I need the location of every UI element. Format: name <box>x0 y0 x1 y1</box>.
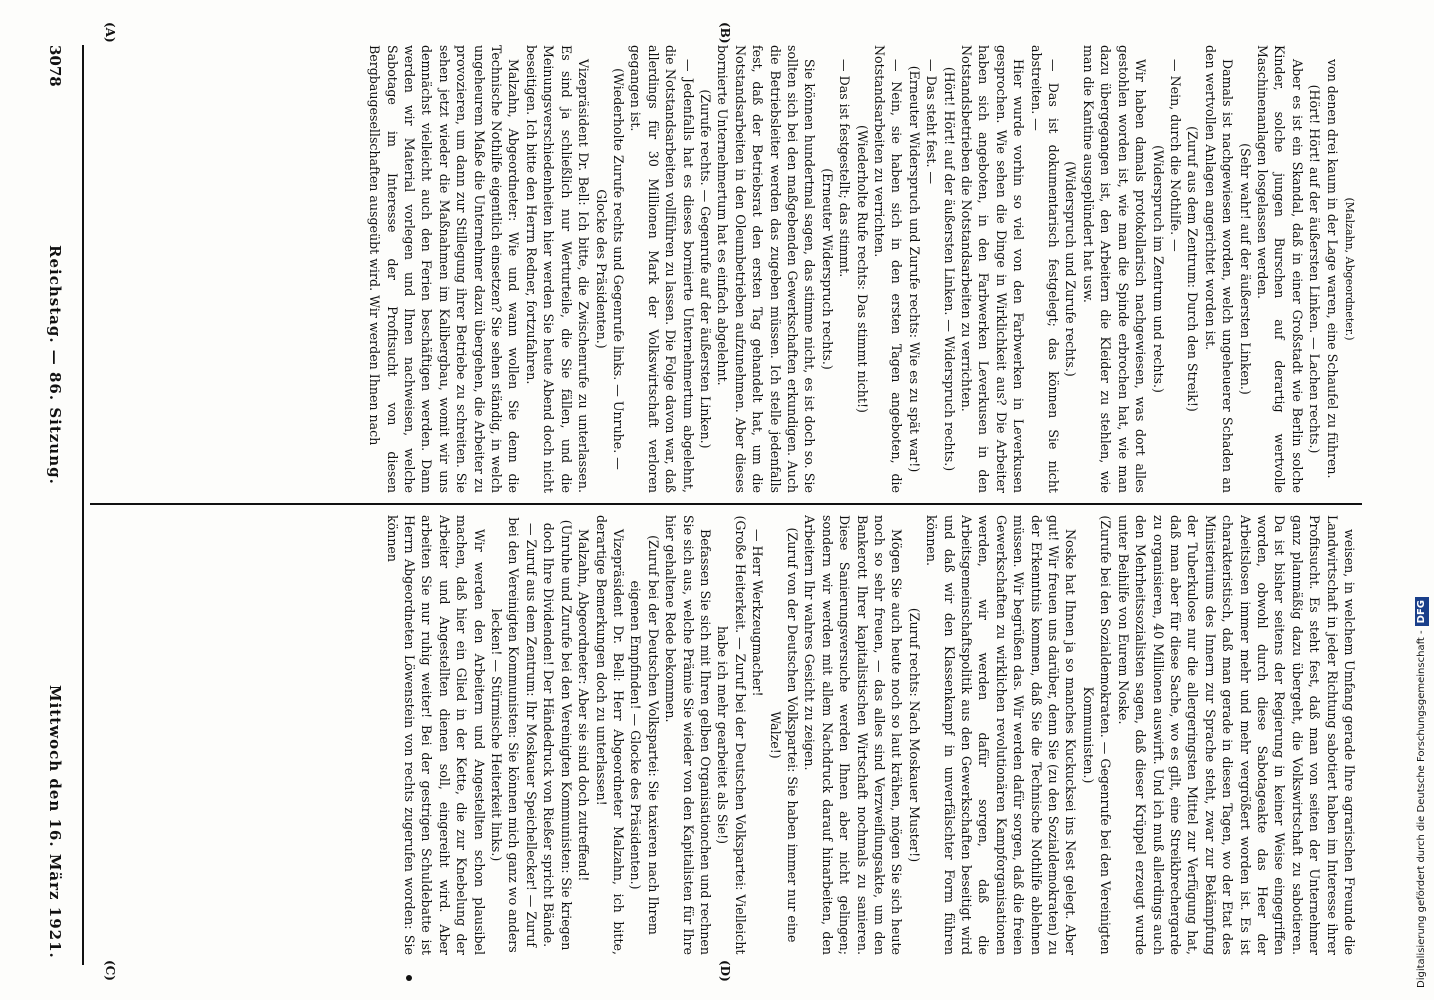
paragraph: (Sehr wahr! auf der äußersten Linken.) <box>1237 143 1253 395</box>
paragraph: Sie können hundertmal sagen, das stimme nicht, es ist doch so. Sie sollten sich bei den maßgebenden Gewerkschaften erkundigen. Auch die Betriebsleiter werden das zugeben müssen. Ich stelle jedenfalls fest, daß der Betriebsrat den ersten Tag gehandelt hat, um die Notstandsarbeiten in den Oleumbetrieben aufzunehmen. Aber dieses bornierte Unternehmertum hat es einfach abgelehnt. <box>715 45 818 493</box>
margin-mark-a: (A) <box>103 22 117 43</box>
paragraph: (Erneuter Widerspruch rechts.) <box>819 168 835 370</box>
paragraph: — Nein, durch die Nothilfe. — <box>1167 59 1183 252</box>
paragraph: Malzahn, Abgeordneter: Aber sie sind doch zutreffend! <box>576 529 592 882</box>
column-divider <box>90 503 1362 505</box>
paragraph: (Zuruf bei der Deutschen Volkspartei: Sie taxieren nach Ihrem eigenen Empfinden! — Glocke des Präsidenten.) <box>628 535 661 935</box>
paragraph: — Das ist festgestellt; das stimmt. <box>837 59 853 278</box>
credit-text: Digitalisierung gefördert durch die Deutsche Forschungsgemeinschaft - <box>1416 630 1427 988</box>
paragraph: Vizepräsident Dr. Bell: Ich bitte, die Zwischenrufe zu unterlassen. Es sind ja schließlich nur Werturteile, die Sie fällen, und die Meinungsverschiedenheiten hier werden Sie heute Abend doch nicht beseitigen. Ich bitte den Herrn Redner, fortzufahren. <box>523 45 592 493</box>
paragraph: — Herr Werkzeugmacher! <box>750 529 766 697</box>
paragraph: Vizepräsident Dr. Bell: Herr Abgeordneter Malzahn, ich bitte, derartige Bemerkungen doch zu unterlassen! <box>593 515 626 955</box>
margin-mark-b: (B) <box>718 22 732 44</box>
paragraph: Wir haben damals protokollarisch nachgewiesen, was dort alles gestohlen worden ist, wie man die Spinde erbrochen hat, wie man dazu übergegangen ist, den Arbeitern die Kleider zu stehlen, wie man die Kantine ausgeplündert hat usw. <box>1080 45 1149 493</box>
page-dot <box>406 975 412 981</box>
paragraph: (Zuruf rechts: Nach Moskauer Muster!) <box>906 607 922 863</box>
paragraph: (Große Heiterkeit. — Zuruf bei der Deutschen Volkspartei: Vielleicht habe ich mehr gearbeitet als Sie!) <box>715 515 748 955</box>
header-left-title: Reichstag. — 86. Sitzung. <box>46 245 64 485</box>
header-date: Mittwoch den 16. März 1921. <box>46 685 64 959</box>
paragraph: (Zurufe rechts. — Gegenrufe auf der äußersten Linken.) <box>697 89 713 449</box>
paragraph: Befassen Sie sich mit Ihren gelben Organisationchen und rechnen Sie sich aus, welche Prämie Sie wieder von den Kapitalisten für Ihre hier gehaltene Rede bekommen. <box>663 515 713 955</box>
paragraph: Mögen Sie auch heute noch so laut krähen, mögen Sie sich heute noch so sehr freuen, — das alles sind Verzweiflungsakte, um den Bankerott Ihrer kapitalistischen Wirtschaft nochmals zu sanieren. Diese Sanierungsversuche werden Ihnen aber nicht gelingen; sondern wir werden mit allem Nachdruck darauf hinarbeiten, den Arbeitern Ihr wahres Gesicht zu zeigen. <box>802 515 905 955</box>
dfg-logo: DFG <box>1415 597 1429 626</box>
paragraph: (Wiederholte Zurufe rechts und Gegenrufe links. — Unruhe. — Glocke des Präsidenten.) <box>593 68 626 470</box>
paragraph: (Widerspruch und Zurufe rechts.) <box>1063 161 1079 377</box>
paragraph: (Erneuter Widerspruch und Zurufe rechts: Wie es zu spät war!) <box>906 65 922 473</box>
paragraph: Hier wurde vorhin so viel von den Farbwerken in Leverkusen gesprochen. Wie sehen die Dinge in Wirklichkeit aus? Die Arbeiter haben sich angeboten, in den Farbwerken Leverkusen in den Notstandsbetrieben die Notstandsarbeiten zu verrichten. <box>959 45 1027 493</box>
paragraph: — Nein, sie haben sich in den ersten Tagen angeboten, die Notstandsarbeiten zu verrichten. <box>872 45 905 493</box>
header-rule <box>82 45 84 965</box>
paragraph: (Widerspruch im Zentrum und rechts.) <box>1150 145 1166 393</box>
paragraph: (Zurufe bei den Sozialdemokraten. — Gegenrufe bei den Vereinigten Kommunisten.) <box>1080 515 1114 955</box>
paragraph: (Wiederholte Rufe rechts: Das stimmt nicht!) <box>854 125 870 413</box>
paragraph: (Unruhe und Zurufe bei den Vereinigten Kommunisten: Sie kriegen doch Ihre Dividenden! Der Händedruck von Rießer spricht Bände. — Zuruf aus dem Zentrum: Ihr Moskauer Speichellecker! — Zuruf bei den Vereinigten Kommunisten: Sie können mich ganz wo anders lecken! — Stürmische Heiterkeit links.) <box>489 517 574 953</box>
paragraph: Noske hat Ihnen ja so manches Kuckucksei ins Nest gelegt. Aber gut! Wir freuen uns darüber, denn Sie (zu den Sozialdemokraten) zu der Erkenntnis kommen, daß Sie die Technische Nothilfe ablehnen müssen. Wir begrüßen das. Wir werden dafür sorgen, daß die freien Gewerkschaften zu wirklichen revolutionären Kampforganisationen werden, wir werden dafür sorgen, daß die Arbeitsgemeinschaftspolitik aus den Gewerkschaften beseitigt wird und daß wir den Klassenkampf in unverfälschter Form führen können. <box>924 515 1079 955</box>
paragraph: — Das steht fest. — <box>924 59 940 185</box>
paragraph: (Hört! Hört! auf der äußersten Linken. — Widerspruch rechts.) <box>941 66 957 472</box>
speaker-note: (Malzahn, Abgeordneter.) <box>1343 197 1356 341</box>
paragraph: weisen, in welchem Umfang gerade Ihre agrarischen Freunde die Landwirtschaft in jeder Richtung sabotiert haben im Interesse ihrer Profitsucht. Es steht fest, daß man von seiten der Unternehmer ganz planmäßig dazu übergeht, die Volkswirtschaft zu sabotieren. Da ist bisher seitens der Regierung in keiner Weise eingegriffen worden, obwohl durch diese Sabotageakte das Heer der Arbeitslosen immer mehr und mehr vergrößert worden ist. Es ist charakteristisch, daß man gerade in diesen Tagen, wo der Etat des Ministeriums des Innern zur Sprache steht, zwar zur Bekämpfung der Tuberkulose nur die allergeringsten Mittel zur Verfügung hat, daß man aber für diese Sache, wo es gilt, eine Streikbrechergarde zu organisieren, 40 Millionen auswirft. Und ich muß allerdings auch den Mehrheitssozialisten sagen, daß dieser Krüppel erzeugt wurde unter Beihilfe von Eurem Noske. <box>1115 515 1357 955</box>
page-header <box>32 45 72 965</box>
paragraph: Damals ist nachgewiesen worden, welch ungeheuerer Schaden an den wertvollen Anlagen angerichtet worden ist. <box>1202 45 1236 493</box>
paragraph: Wir werden den Arbeitern und Angestellten schon plausibel machen, daß hier ein Glied in der Kette, die zur Knebelung der Arbeiter und Angestellten dienen soll, eingereiht wird. Aber arbeiten Sie nur ruhig weiter! Bei der gestrigen Schuldebatte ist Herrn Abgeordneten Löwenstein von rechts zugerufen worden: Sie können <box>384 515 487 955</box>
paragraph: — Das ist dokumentarisch festgelegt; das können Sie nicht abstreiten. — <box>1028 45 1062 493</box>
paragraph: (Zuruf aus dem Zentrum: Durch den Streik!) <box>1185 126 1201 412</box>
page-number: 3078 <box>46 45 64 87</box>
paragraph: Aber es ist ein Skandal, daß in einer Großstadt wie Berlin solche Kinder, solche jungen Burschen auf derartig wertvolle Maschinenanlagen losgelassen werden. <box>1254 45 1305 493</box>
right-text-column <box>90 515 1358 955</box>
digitization-credit <box>1412 6 1432 996</box>
left-text-column <box>90 45 1358 493</box>
paragraph: — Jedenfalls hat es dieses bornierte Unternehmertum abgelehnt, die Notstandsarbeiten vollführen zu lassen. Die Folge davon war, daß allerdings für 30 Millionen Mark der Volkswirtschaft verloren gegangen ist. <box>628 45 696 493</box>
margin-mark-d: (D) <box>718 960 732 982</box>
paragraph: von denen drei kaum in der Lage waren, eine Schaufel zu führen. <box>1324 59 1340 479</box>
paragraph: (Hört! Hört! auf der äußersten Linken. — Lachen rechts.) <box>1307 84 1323 454</box>
rotated-newspaper-page <box>12 0 1372 1000</box>
margin-mark-c: (C) <box>103 960 117 981</box>
paragraph: Malzahn, Abgeordneter: Wie und wann wollen Sie denn die Technische Nothilfe eigentlich einsetzen? Sie sehen ständig, in welch ungeheurem Maße die Unternehmer dazu übergehen, die Arbeiter zu provozieren, um dann zur Stillegung ihrer Betriebe zu schreiten. Sie sehen jetzt wieder die Maßnahmen im Kalibergbau, womit wir uns demnächst vielleicht auch den Ferien beschäftigen werden. Dann werden wir Material vorlegen und Ihnen nachweisen, welche Sabotage im Interesse der Profitsucht von diesen Bergbaugesellschaften ausgeübt wird. Wir werden Ihnen nach <box>367 45 522 493</box>
paragraph: (Zuruf von der Deutschen Volkspartei: Sie haben immer nur eine Walze!) <box>767 527 800 943</box>
